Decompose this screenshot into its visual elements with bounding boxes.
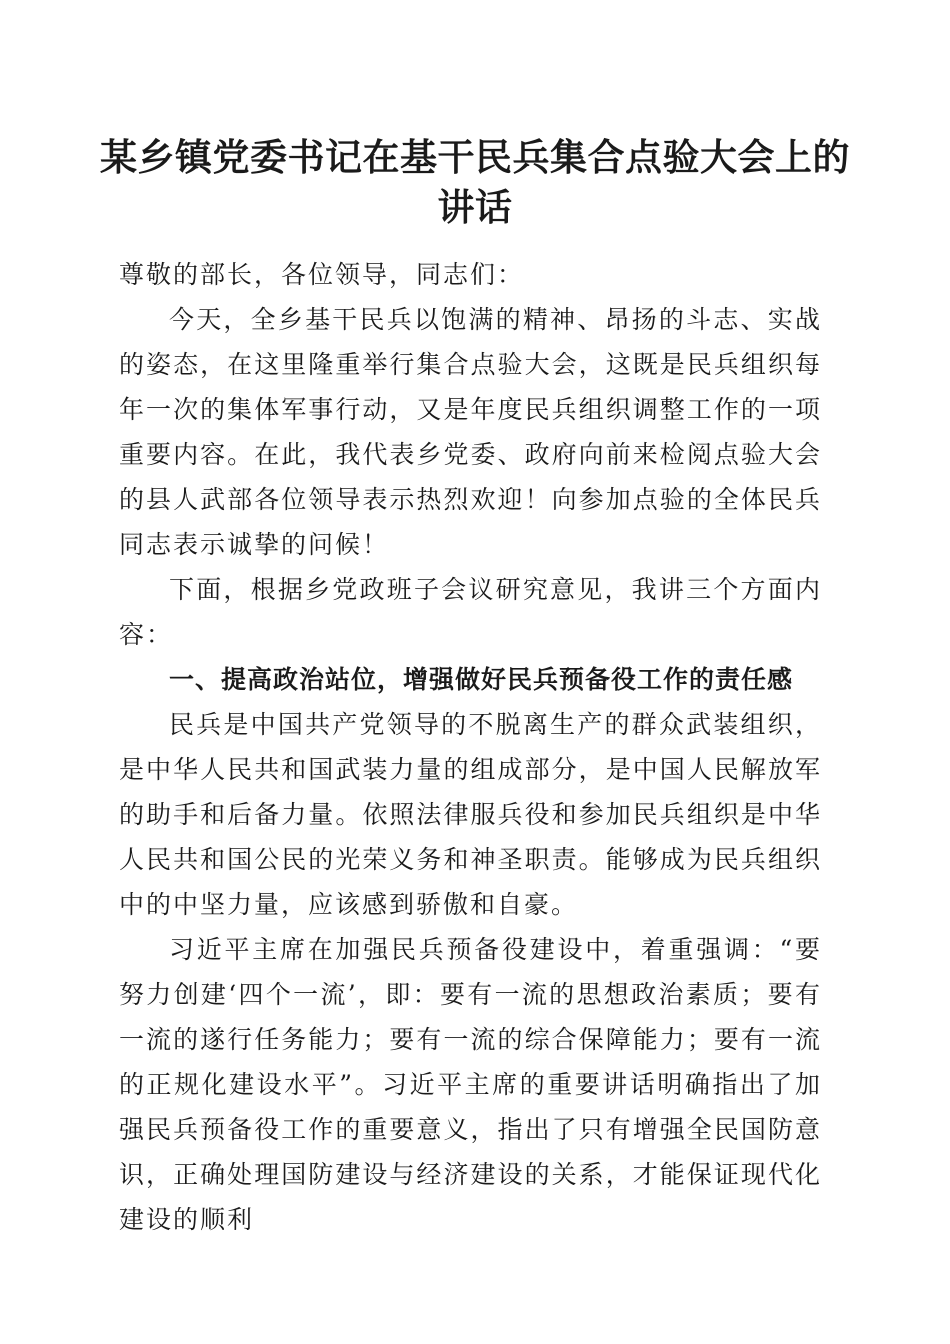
paragraph-militia-definition: 民兵是中国共产党领导的不脱离生产的群众武装组织，是中华人民共和国武装力量的组成部分，是中国人民解放军的助手和后备力量。依照法律服兵役和参加民兵组织是中华人民共和国公民的光荣义务和神圣职责。能够成为民兵组织中的中坚力量，应该感到骄傲和自豪。 (119, 710, 822, 919)
document-title: 某乡镇党委书记在基干民兵集合点验大会上的讲话 (100, 135, 850, 229)
section-heading-1: 一、提高政治站位，增强做好民兵预备役工作的责任感 (169, 665, 794, 694)
paragraph-four-first-class: 习近平主席在加强民兵预备役建设中，着重强调：“要努力创建‘四个一流’，即：要有一流的思想政治素质；要有一流的遂行任务能力；要有一流的综合保障能力；要有一流的正规化建设水平”。习近平主席的重要讲话明确指出了加强民兵预备役工作的重要意义，指出了只有增强全民国防意识，正确处理国防建设与经济建设的关系，才能保证现代化建设的顺利 (119, 935, 822, 1234)
paragraph-outline: 下面，根据乡党政班子会议研究意见，我讲三个方面内容： (119, 575, 822, 649)
paragraph-opening: 今天，全乡基干民兵以饱满的精神、昂扬的斗志、实战的姿态，在这里隆重举行集合点验大会，这既是民兵组织每年一次的集体军事行动，又是年度民兵组织调整工作的一项重要内容。在此，我代表乡党委、政府向前来检阅点验大会的县人武部各位领导表示热烈欢迎！向参加点验的全体民兵同志表示诚挚的问候！ (119, 305, 822, 559)
document-body (119, 252, 822, 1242)
salutation: 尊敬的部长，各位领导，同志们： (119, 260, 525, 289)
